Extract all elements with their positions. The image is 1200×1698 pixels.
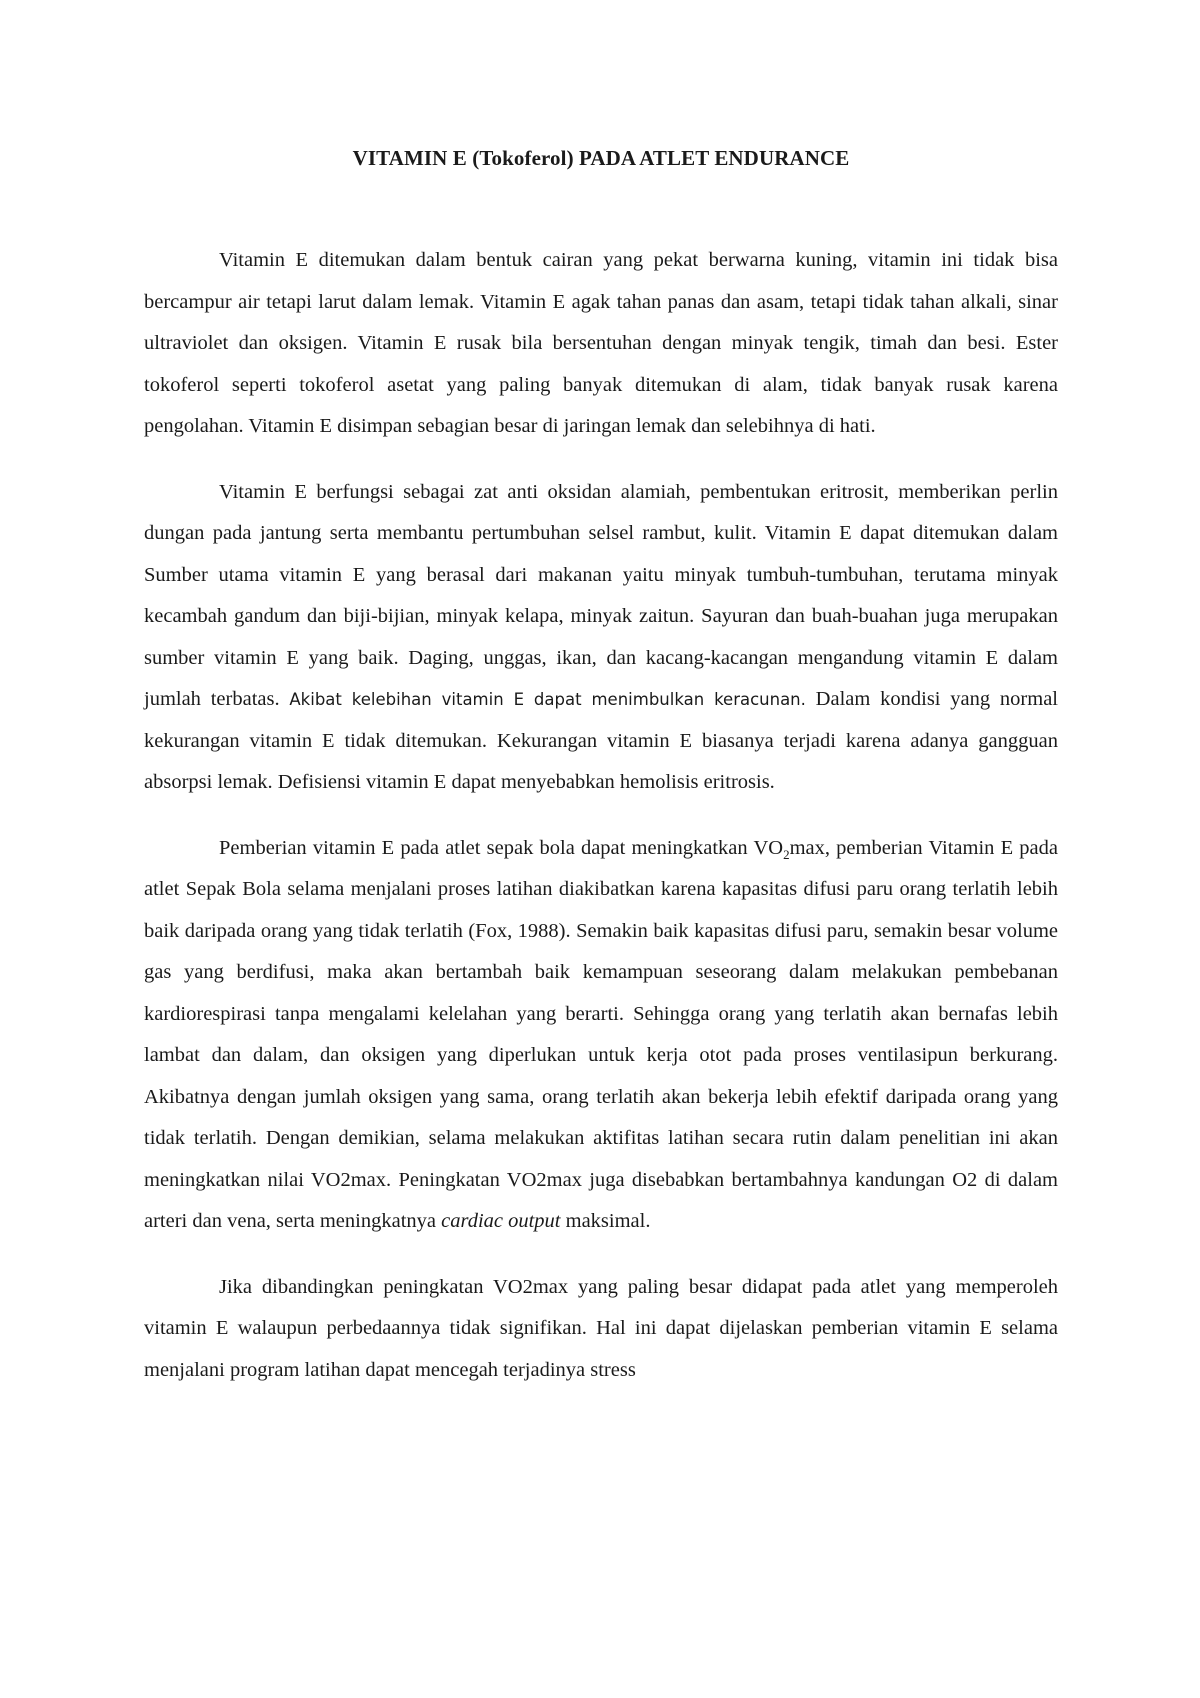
paragraph-3-text-b: max, pemberian Vitamin E pada atlet Sepak Bola selama menjalani proses latihan diakibatkan karena kapasitas difusi paru orang terlatih lebih baik daripada orang yang tidak terlatih (Fox, 1988). Semakin baik kapasitas difusi paru, semakin besar volume gas yang berdifusi, maka akan bertambah baik kemampuan seseorang dalam melakukan pembebanan kardiorespirasi tanpa mengalami kelelahan yang berarti. Sehingga orang yang terlatih akan bernafas lebih lambat dan dalam, dan oksigen yang diperlukan untuk kerja otot pada proses ventilasipun berkurang. Akibatnya dengan jumlah oksigen yang sama, orang terlatih akan bekerja lebih efektif daripada orang yang tidak terlatih. Dengan demikian, selama melakukan aktifitas latihan secara rutin dalam penelitian ini akan meningkatkan nilai VO2max. Peningkatan VO2max juga disebabkan bertambahnya kandungan O2 di dalam arteri dan vena, serta meningkatnya: [144, 836, 1058, 1232]
paragraph-1-text: Vitamin E ditemukan dalam bentuk cairan yang pekat berwarna kuning, vitamin ini tidak bisa bercampur air tetapi larut dalam lemak. Vitamin E agak tahan panas dan asam, tetapi tidak tahan alkali, sinar ultraviolet dan oksigen. Vitamin E rusak bila bersentuhan dengan minyak tengik, timah dan besi. Ester tokoferol seperti tokoferol asetat yang paling banyak ditemukan di alam, tidak banyak rusak karena pengolahan. Vitamin E disimpan sebagian besar di jaringan lemak dan selebihnya di hati.: [144, 249, 1058, 437]
paragraph-1: [144, 240, 1058, 448]
paragraph-4-text: Jika dibandingkan peningkatan VO2max yang paling besar didapat pada atlet yang memperoleh vitamin E walaupun perbedaannya tidak signifikan. Hal ini dapat dijelaskan pemberian vitamin E selama menjalani program latihan dapat mencegah terjadinya stress: [144, 1275, 1058, 1381]
document-title: VITAMIN E (Tokoferol) PADA ATLET ENDURANCE: [352, 146, 850, 170]
paragraph-3-text-a: Pemberian vitamin E pada atlet sepak bola dapat meningkatkan VO: [219, 836, 784, 859]
paragraph-2-sans-sentence: Akibat kelebihan vitamin E dapat menimbulkan keracunan.: [289, 690, 806, 709]
paragraph-3-text-c: maksimal.: [560, 1210, 651, 1232]
paragraph-4: [144, 1267, 1058, 1392]
paragraph-2: [144, 472, 1058, 804]
paragraph-2-text-c: Dalam kondisi yang normal kekurangan vitamin E tidak ditemukan. Kekurangan vitamin E biasanya terjadi karena adanya gangguan absorpsi lemak. Defisiensi vitamin E dapat menyebabkan hemolisis eritrosis.: [144, 688, 1058, 793]
paragraph-3-italic-term: cardiac output: [441, 1210, 561, 1232]
paragraph-2-text-a: Vitamin E berfungsi sebagai zat anti oksidan alamiah, pembentukan eritrosit, memberikan perlin dungan pada jantung serta membantu pertumbuhan selsel rambut, kulit. Vitamin E dapat ditemukan dalam Sumber utama vitamin E yang berasal dari makanan yaitu minyak tumbuh-tumbuhan, terutama minyak kecambah gandum dan biji-bijian, minyak kelapa, minyak zaitun. Sayuran dan buah-buahan juga merupakan sumber vitamin E yang baik. Daging, unggas, ikan, dan kacang-kacangan mengandung vitamin E dalam jumlah terbatas.: [144, 480, 1058, 710]
paragraph-3-subscript: 2: [783, 846, 790, 862]
paragraph-3: [144, 828, 1058, 1243]
document-body: [144, 140, 1058, 1415]
